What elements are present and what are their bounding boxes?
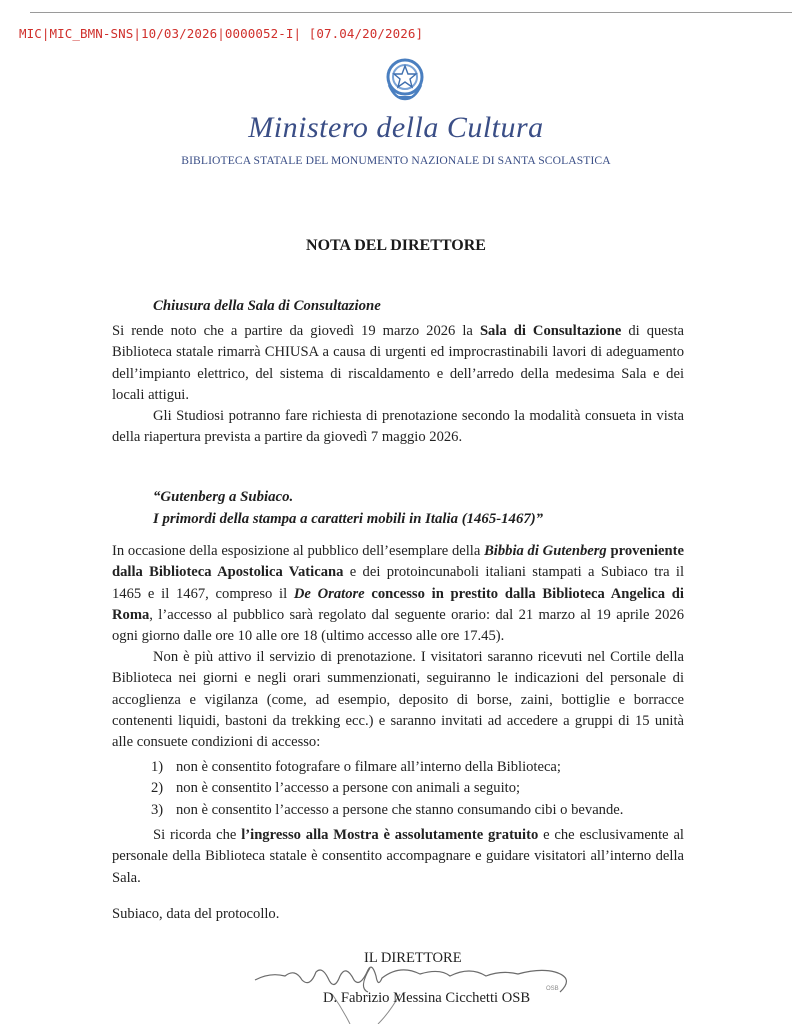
- document-title: NOTA DEL DIRETTORE: [306, 237, 486, 254]
- ministry-name: Ministero della Cultura: [248, 111, 544, 144]
- page-top-edge: [30, 12, 792, 13]
- closing-place-date: Subiaco, data del protocollo.: [112, 906, 280, 922]
- free-entry-paragraph: Si ricorda che l’ingresso alla Mostra è assolutamente gratuito e che esclusivamente al personale della Biblioteca statale è consentito accompagnare e guidare visitatori all’interno della Sala.: [112, 827, 684, 886]
- visitors-paragraph: Non è più attivo il servizio di prenotazione. I visitatori saranno ricevuti nel Cortile della Biblioteca nei giorni e negli orari summenzionati, seguiranno le indicazioni del personale di accoglienza e vigilanza (come, ad esempio, deposito di borse, zaini, bottiglie e borracce contenenti liquidi, bastoni da trekking ecc.) e saranno invitati ad accedere a gruppi di 15 unità alle consuete condizioni di accesso:: [112, 649, 684, 751]
- rule-item: 1) non è consentito fotografare o filmare all’interno della Biblioteca;: [151, 759, 561, 775]
- italian-republic-emblem-icon: [383, 55, 427, 103]
- rule-item: 2) non è consentito l’accesso a persone con animali a seguito;: [151, 780, 521, 797]
- library-name: BIBLIOTECA STATALE DEL MONUMENTO NAZIONALE DI SANTA SCOLASTICA: [181, 154, 611, 167]
- highlight-de-oratore: De Oratore: [293, 585, 365, 602]
- highlight-free-entry: l’ingresso alla Mostra è assolutamente gratuito: [241, 827, 539, 843]
- highlight-vatican: proveniente dalla Biblioteca Apostolica Vaticana: [112, 543, 684, 581]
- closure-paragraph: Si rende noto che a partire da giovedì 19 marzo 2026 la Sala di Consultazione di questa Biblioteca statale rimarrà CHIUSA a causa di urgenti ed improcrastinabili lavori di adeguamento dell’impianto elettrico, del sistema di riscaldamento e dell’arredo della medesima Sala e dei locali attigui.: [112, 323, 684, 403]
- rules-list: [151, 757, 623, 821]
- exhibition-heading-line1: “Gutenberg a Subiaco.: [153, 489, 294, 505]
- highlight-bible: Bibbia di Gutenberg: [484, 543, 607, 559]
- section-heading-closure: Chiusura della Sala di Consultazione: [153, 298, 381, 314]
- rule-item: 3) non è consentito l’accesso a persone che stanno consumando cibi o bevande.: [151, 801, 624, 818]
- highlight-sala: Sala di Consultazione: [479, 323, 622, 339]
- highlight-angelica: concesso in prestito dalla Biblioteca Angelica di Roma: [112, 585, 684, 623]
- protocol-stamp: MIC|MIC_BMN-SNS|10/03/2026|0000052-I| [07.04/20/2026]: [19, 26, 424, 41]
- booking-paragraph: Gli Studiosi potranno fare richiesta di prenotazione secondo la modalità consueta in vista della riapertura prevista a partire da giovedì 7 maggio 2026.: [112, 408, 684, 446]
- exhibition-heading-line2: I primordi della stampa a caratteri mobili in Italia (1465-1467)”: [153, 511, 544, 527]
- director-name: D. Fabrizio Messina Cicchetti OSB: [323, 990, 531, 1006]
- svg-text:OSB: OSB: [546, 986, 559, 992]
- director-title: IL DIRETTORE: [364, 950, 462, 966]
- exhibition-paragraph: In occasione della esposizione al pubblico dell’esemplare della Bibbia di Gutenberg proveniente dalla Biblioteca Apostolica Vaticana e dei protoincunaboli italiani stampati a Subiaco tra il 1465 e il 1467, compreso il De Oratore concesso in prestito dalla Biblioteca Angelica di Roma, l’accesso al pubblico sarà regolato dal seguente orario: dal 21 marzo al 19 aprile 2026 ogni giorno dalle ore 10 alle ore 18 (ultimo accesso alle ore 17.45).: [112, 543, 684, 645]
